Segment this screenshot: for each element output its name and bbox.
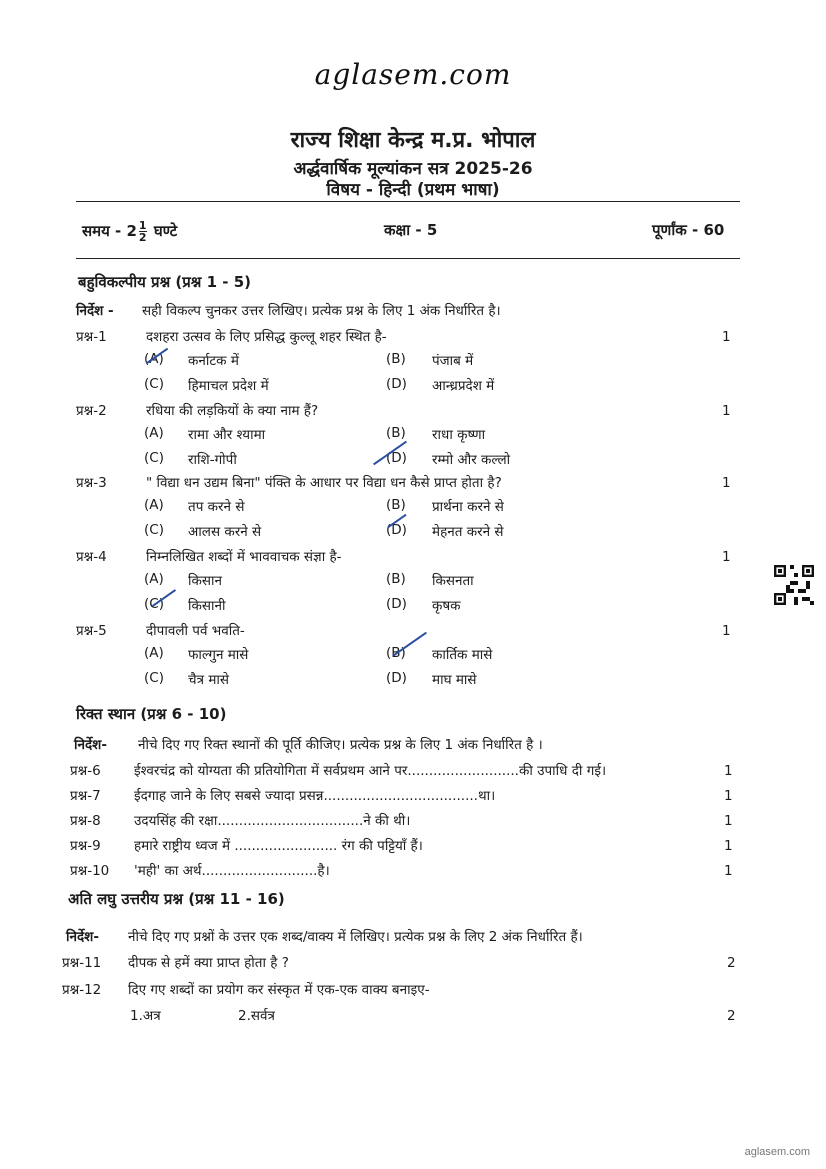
question-text: " विद्या धन उद्यम बिना" पंक्ति के आधार पर विद्या धन कैसे प्राप्त होता है? xyxy=(146,475,502,491)
mcq-instruction: सही विकल्प चुनकर उत्तर लिखिए। प्रत्येक प्रश्न के लिए 1 अंक निर्धारित है। xyxy=(142,303,501,319)
board-title: राज्य शिक्षा केन्द्र म.प्र. भोपाल xyxy=(290,128,536,153)
option-letter: (A) xyxy=(144,497,164,513)
header-rule-bottom xyxy=(76,258,740,259)
question-text: दीपावली पर्व भवति- xyxy=(146,623,245,639)
option-text: रामा और श्यामा xyxy=(188,427,266,443)
class-info: कक्षा - 5 xyxy=(384,221,438,239)
qr-code-icon xyxy=(774,565,814,605)
fill-section-title: रिक्त स्थान (प्रश्न 6 - 10) xyxy=(76,705,227,723)
question-marks: 1 xyxy=(722,403,731,419)
mcq-section-title: बहुविकल्पीय प्रश्न (प्रश्न 1 - 5) xyxy=(78,273,252,291)
mcq-instruction-label: निर्देश - xyxy=(76,303,114,319)
pen-tick-q5 xyxy=(393,632,427,657)
option-text: किसनता xyxy=(432,573,474,589)
question-marks: 1 xyxy=(724,788,733,804)
question-number: प्रश्न-12 xyxy=(62,982,102,998)
time-label: समय - 2 xyxy=(82,222,137,240)
exam-title: अर्द्धवार्षिक मूल्यांकन सत्र 2025-26 xyxy=(293,159,533,179)
brand-watermark: aglasem.com xyxy=(314,58,512,91)
option-text: आलस करने से xyxy=(188,524,262,540)
question-number: प्रश्न-6 xyxy=(70,763,101,779)
fraction-denominator: 2 xyxy=(138,231,147,244)
footer-watermark: aglasem.com xyxy=(744,1146,810,1158)
option-letter: (D) xyxy=(386,376,407,392)
subject-title: विषय - हिन्दी (प्रथम भाषा) xyxy=(326,180,500,200)
option-letter: (B) xyxy=(386,351,406,367)
option-text: राधा कृष्णा xyxy=(432,427,486,443)
word-2: 2.सर्वत्र xyxy=(238,1008,275,1024)
question-number: प्रश्न-3 xyxy=(76,475,107,491)
question-text: दशहरा उत्सव के लिए प्रसिद्ध कुल्लू शहर स्थित है- xyxy=(146,329,387,345)
option-text: रम्मो और कल्लो xyxy=(432,452,511,468)
question-number: प्रश्न-1 xyxy=(76,329,107,345)
header-rule-top xyxy=(76,201,740,202)
question-number: प्रश्न-4 xyxy=(76,549,107,565)
option-text: फाल्गुन मासे xyxy=(188,647,249,663)
option-text: किसानी xyxy=(188,598,226,614)
word-1: 1.अत्र xyxy=(130,1008,161,1024)
question-marks: 1 xyxy=(722,329,731,345)
question-marks: 1 xyxy=(724,838,733,854)
question-text: निम्नलिखित शब्दों में भाववाचक संज्ञा है- xyxy=(146,549,342,565)
question-text: ईश्वरचंद्र को योग्यता की प्रतियोगिता में सर्वप्रथम आने पर..........................की उपाधि दी गई। xyxy=(134,763,607,779)
question-number: प्रश्न-7 xyxy=(70,788,101,804)
fill-instruction: नीचे दिए गए रिक्त स्थानों की पूर्ति कीजिए। प्रत्येक प्रश्न के लिए 1 अंक निर्धारित है । xyxy=(138,737,543,753)
question-text: दिए गए शब्दों का प्रयोग कर संस्कृत में एक-एक वाक्य बनाइए- xyxy=(128,982,430,998)
option-letter: (A) xyxy=(144,425,164,441)
option-letter: (B) xyxy=(386,497,406,513)
option-letter: (B) xyxy=(386,425,406,441)
time-fraction xyxy=(139,220,147,243)
option-text: कर्नाटक में xyxy=(188,353,239,369)
question-number: प्रश्न-9 xyxy=(70,838,101,854)
question-marks: 1 xyxy=(722,475,731,491)
option-letter: (C) xyxy=(144,522,164,538)
option-text: हिमाचल प्रदेश में xyxy=(188,378,269,394)
question-marks: 1 xyxy=(722,549,731,565)
option-text: कृषक xyxy=(432,598,461,614)
option-letter: (B) xyxy=(386,645,406,661)
fill-instruction-label: निर्देश- xyxy=(74,737,107,753)
option-letter: (B) xyxy=(386,571,406,587)
option-text: पंजाब में xyxy=(432,353,474,369)
option-letter: (A) xyxy=(144,645,164,661)
question-marks: 1 xyxy=(722,623,731,639)
option-letter: (D) xyxy=(386,450,407,466)
question-text: ईदगाह जाने के लिए सबसे ज्यादा प्रसन्न....................................था। xyxy=(134,788,496,804)
question-text: उदयसिंह की रक्षा..................................ने की थी। xyxy=(134,813,411,829)
question-text: हमारे राष्ट्रीय ध्वज में ........................ रंग की पट्टियाँ हैं। xyxy=(134,838,423,854)
fraction-numerator: 1 xyxy=(138,219,147,232)
question-text: रधिया की लड़कियों के क्या नाम हैं? xyxy=(146,403,319,419)
short-instruction-label: निर्देश- xyxy=(66,929,99,945)
option-text: राशि-गोपी xyxy=(188,452,237,468)
total-marks: पूर्णांक - 60 xyxy=(652,221,725,239)
question-text: 'मही' का अर्थ...........................है। xyxy=(134,863,330,879)
question-text: दीपक से हमें क्या प्राप्त होता है ? xyxy=(128,955,289,971)
option-letter: (A) xyxy=(144,571,164,587)
word-marks: 2 xyxy=(727,1008,736,1024)
short-section-title: अति लघु उत्तरीय प्रश्न (प्रश्न 11 - 16) xyxy=(68,890,285,908)
option-text: कार्तिक मासे xyxy=(432,647,493,663)
option-text: किसान xyxy=(188,573,222,589)
option-text: तप करने से xyxy=(188,499,245,515)
option-letter: (D) xyxy=(386,522,407,538)
option-text: मेहनत करने से xyxy=(432,524,504,540)
option-letter: (D) xyxy=(386,670,407,686)
option-text: आन्ध्रप्रदेश में xyxy=(432,378,495,394)
time-info xyxy=(82,220,177,243)
question-number: प्रश्न-11 xyxy=(62,955,102,971)
question-number: प्रश्न-5 xyxy=(76,623,107,639)
option-letter: (C) xyxy=(144,596,164,612)
option-letter: (C) xyxy=(144,376,164,392)
question-marks: 1 xyxy=(724,863,733,879)
option-letter: (C) xyxy=(144,670,164,686)
option-letter: (A) xyxy=(144,351,164,367)
question-marks: 1 xyxy=(724,763,733,779)
question-number: प्रश्न-2 xyxy=(76,403,107,419)
option-text: माघ मासे xyxy=(432,672,477,688)
option-text: प्रार्थना करने से xyxy=(432,499,504,515)
question-marks: 2 xyxy=(727,955,736,971)
option-letter: (C) xyxy=(144,450,164,466)
question-number: प्रश्न-8 xyxy=(70,813,101,829)
question-number: प्रश्न-10 xyxy=(70,863,110,879)
time-unit: घण्टे xyxy=(153,222,178,240)
question-marks: 1 xyxy=(724,813,733,829)
option-letter: (D) xyxy=(386,596,407,612)
short-instruction: नीचे दिए गए प्रश्नों के उत्तर एक शब्द/वाक्य में लिखिए। प्रत्येक प्रश्न के लिए 2 अंक निर्धारित हैं। xyxy=(128,929,583,945)
option-text: चैत्र मासे xyxy=(188,672,230,688)
